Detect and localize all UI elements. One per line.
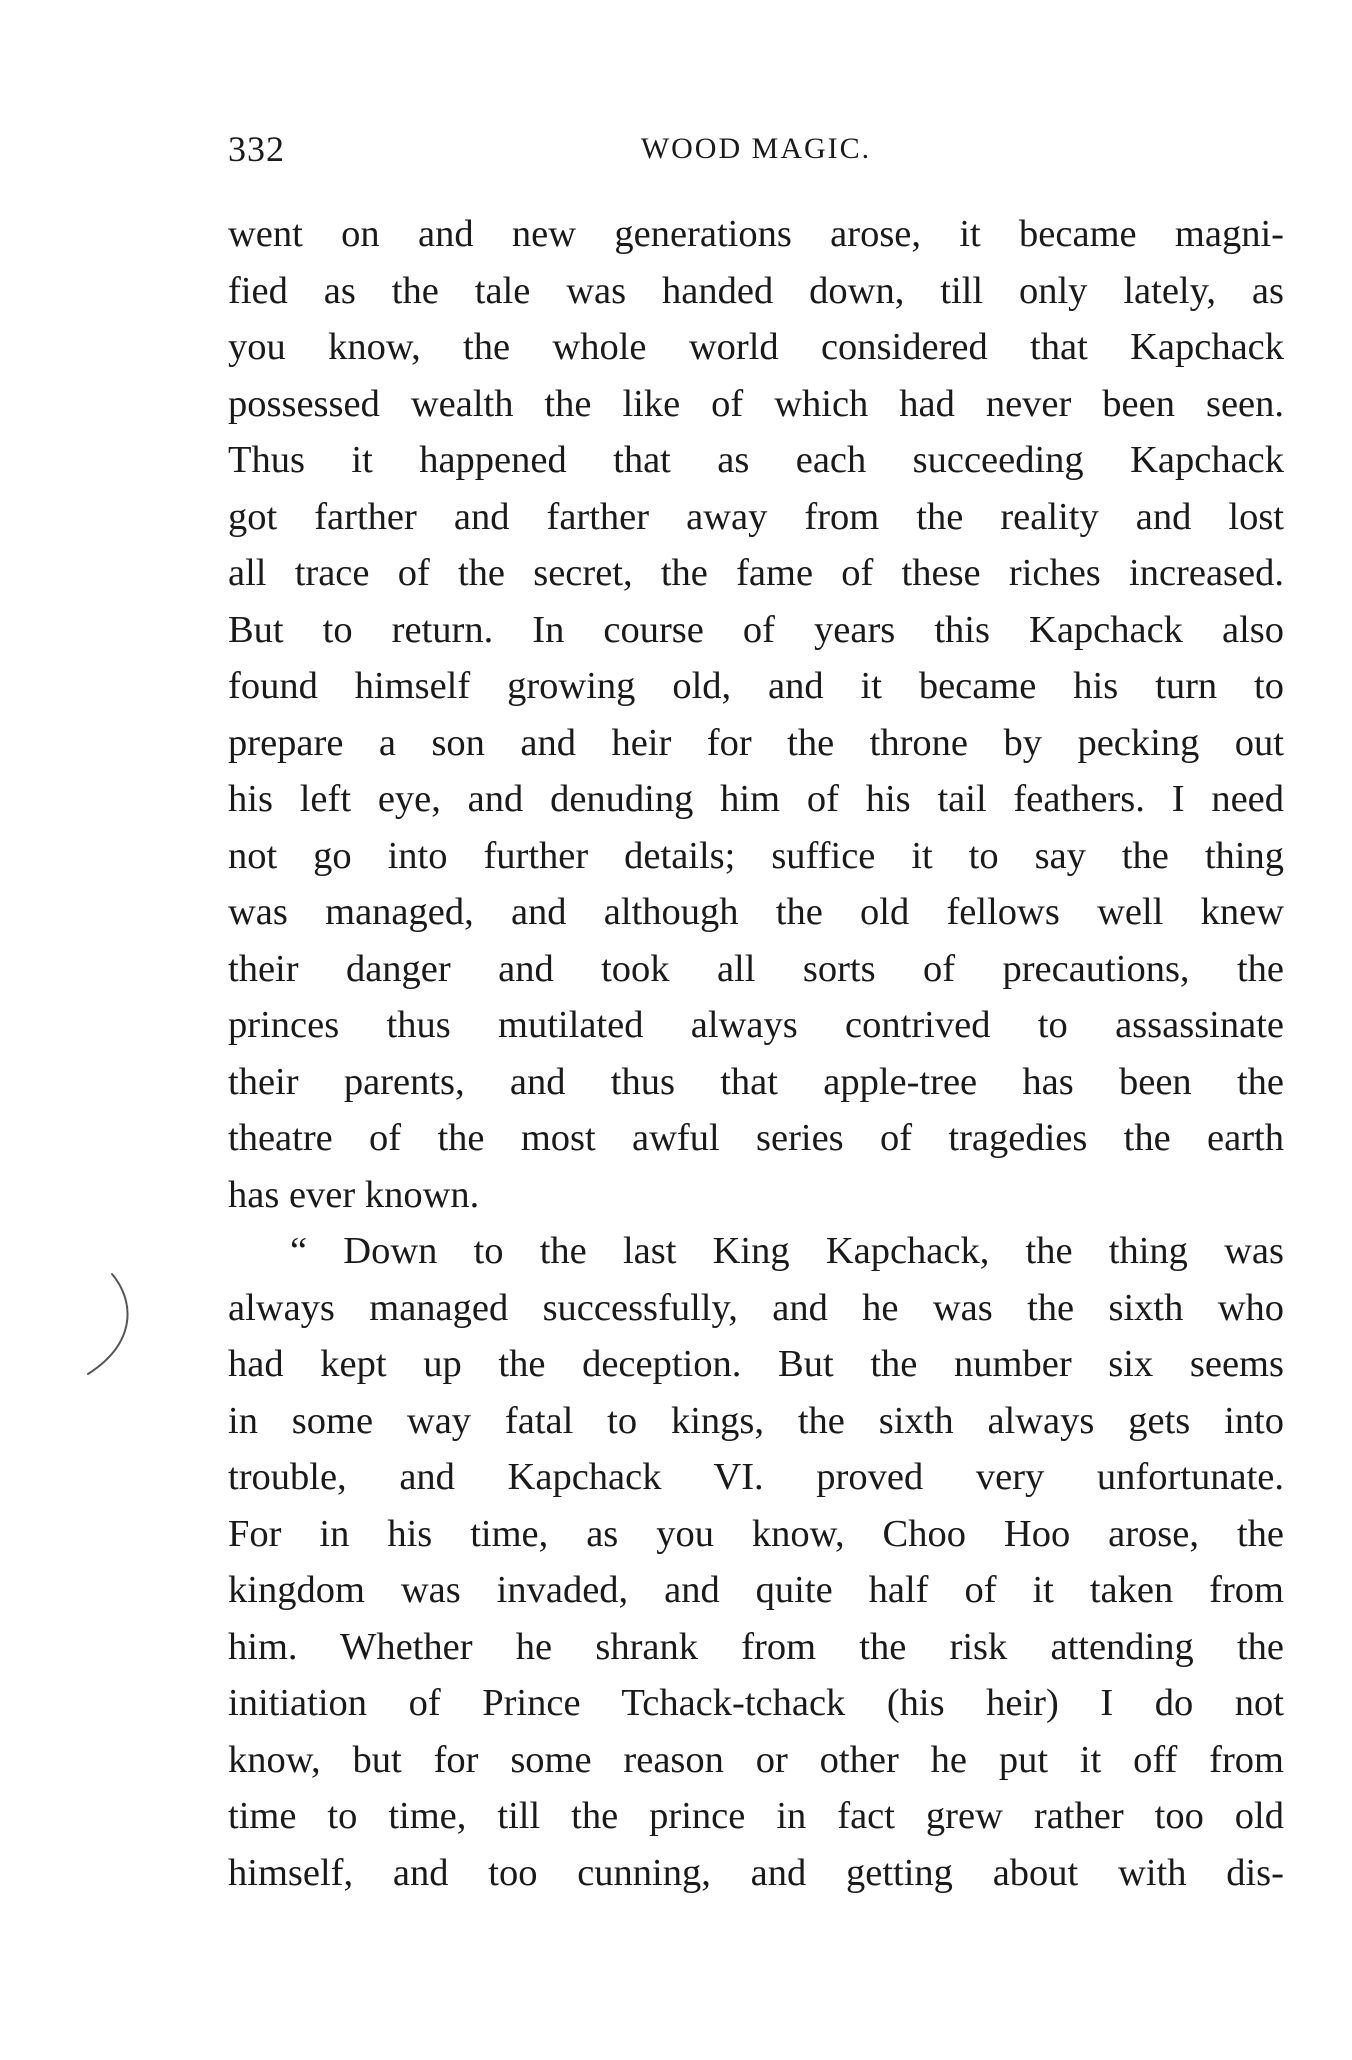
margin-pencil-mark xyxy=(82,1270,142,1380)
body-text xyxy=(228,206,1284,1901)
text-line: fied as the tale was handed down, till only lately, as xyxy=(228,269,1284,312)
text-line: their parents, and thus that apple-tree has been the xyxy=(228,1060,1284,1103)
text-line: got farther and farther away from the reality and lost xyxy=(228,495,1284,538)
text-line: time to time, till the prince in fact grew rather too old xyxy=(228,1795,1284,1837)
paragraph xyxy=(228,206,1284,1223)
text-line: possessed wealth the like of which had never been seen. xyxy=(228,382,1284,425)
text-line: always managed successfully, and he was the sixth who xyxy=(228,1286,1284,1329)
page-header xyxy=(228,128,1284,178)
text-line: in some way fatal to kings, the sixth always gets into xyxy=(228,1399,1284,1442)
text-line: his left eye, and denuding him of his tail feathers. I need xyxy=(228,778,1284,820)
text-line: princes thus mutilated always contrived to assassinate xyxy=(228,1004,1284,1046)
text-line: has ever known. xyxy=(228,1173,480,1216)
text-line: know, but for some reason or other he put it off from xyxy=(228,1738,1284,1781)
text-line: not go into further details; suffice it to say the thing xyxy=(228,834,1284,877)
text-line: For in his time, as you know, Choo Hoo arose, the xyxy=(228,1512,1284,1555)
text-line: initiation of Prince Tchack-tchack (his heir) I do not xyxy=(228,1682,1284,1724)
text-line: himself, and too cunning, and getting about with dis- xyxy=(228,1851,1284,1894)
text-line: went on and new generations arose, it became magni- xyxy=(228,213,1284,255)
text-line: found himself growing old, and it became his turn to xyxy=(228,665,1284,707)
text-line: But to return. In course of years this Kapchack also xyxy=(228,608,1284,651)
text-line: Thus it happened that as each succeeding Kapchack xyxy=(228,439,1284,481)
paragraph xyxy=(228,1223,1284,1901)
text-line: him. Whether he shrank from the risk attending the xyxy=(228,1625,1284,1668)
text-line: kingdom was invaded, and quite half of it taken from xyxy=(228,1569,1284,1611)
text-line: prepare a son and heir for the throne by pecking out xyxy=(228,721,1284,764)
text-line: was managed, and although the old fellows well knew xyxy=(228,891,1284,933)
running-head: WOOD MAGIC. xyxy=(640,132,872,165)
text-line: “ Down to the last King Kapchack, the thing was xyxy=(290,1230,1284,1272)
text-line: all trace of the secret, the fame of these riches increased. xyxy=(228,552,1284,594)
page-number: 332 xyxy=(228,129,285,169)
text-line: trouble, and Kapchack VI. proved very unfortunate. xyxy=(228,1456,1284,1498)
text-line: had kept up the deception. But the number six seems xyxy=(228,1343,1284,1385)
text-line: theatre of the most awful series of tragedies the earth xyxy=(228,1117,1284,1159)
text-line: their danger and took all sorts of precautions, the xyxy=(228,947,1284,990)
text-line: you know, the whole world considered that Kapchack xyxy=(228,326,1284,368)
